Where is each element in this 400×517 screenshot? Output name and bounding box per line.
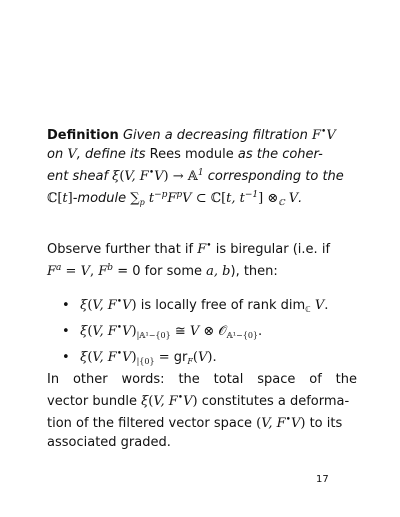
math-Fa-eq-V: $F^a = V$, $F^b$ bbox=[47, 263, 114, 279]
rees-module-term: Rees module bbox=[149, 147, 234, 162]
observe-line-1 bbox=[47, 237, 357, 259]
observe-text-2c: ), then: bbox=[230, 264, 278, 279]
definition-line-1 bbox=[47, 123, 357, 145]
definition-text-2b: , define its bbox=[76, 147, 146, 162]
conclusion-line-4: associated graded. bbox=[47, 435, 171, 450]
math-filtration: F•V bbox=[311, 127, 336, 143]
math-a-b: a, b bbox=[206, 264, 231, 279]
math-F-bullet: F• bbox=[197, 241, 212, 257]
observe-text-1c: if bbox=[321, 242, 331, 257]
conclusion-text-1a: In other words: bbox=[47, 372, 165, 387]
conclusion-line-2 bbox=[47, 389, 357, 411]
math-filtered-space: (V, F•V) bbox=[256, 415, 306, 431]
definition-text-2a: on bbox=[47, 147, 64, 162]
list-item: • ξ(V, F•V) is locally free of rank dim$_ℂ$ V. bbox=[62, 297, 329, 314]
conclusion-text-1b: the total space of the bbox=[178, 372, 357, 387]
conclusion-line-1 bbox=[47, 370, 357, 389]
observe-text-1a: Observe further that if bbox=[47, 242, 194, 257]
definition-line-4 bbox=[47, 186, 357, 212]
observe-text-1b: is biregular (i.e. bbox=[215, 242, 318, 257]
definition-line-2 bbox=[47, 145, 357, 164]
definition-text-2c: as the coher- bbox=[237, 147, 323, 162]
math-xi-restricted-open: ξ(V, $F^•V)_{|𝔸^1-\{0\}}$ ≅ V ⊗ 𝒪$_{𝔸^1-\{0\}}$. bbox=[80, 323, 263, 340]
definition-text-4a: -module bbox=[72, 191, 127, 206]
item-text: is locally free of rank dim bbox=[140, 298, 306, 313]
observe-block bbox=[47, 237, 357, 281]
math-rees-sum: $\sum_p$ $t^{-p}F^pV$ ⊂ ℂ[t, $t^{-1}$] $\otimes_ℂ$ V bbox=[130, 190, 299, 207]
math-xi-map: ξ(V, F•V) → 𝔸$^1$ bbox=[112, 168, 204, 184]
math-V: V bbox=[314, 298, 325, 313]
definition-text-3a: ent sheaf bbox=[47, 169, 109, 184]
math-xi-restricted-zero: ξ(V, $F^•V)_{|\{0\}} = gr_F(V)$. bbox=[80, 349, 217, 366]
conclusion-line-3 bbox=[47, 411, 357, 433]
conclusion-text-2a: vector bundle bbox=[47, 394, 137, 409]
definition-text-3b: corresponding to the bbox=[207, 169, 344, 184]
definition-text-1: Given a decreasing filtration bbox=[122, 128, 308, 143]
math-ct: ℂ[t] bbox=[47, 191, 73, 206]
conclusion-text-3b: to its bbox=[309, 416, 343, 431]
property-list bbox=[62, 293, 362, 371]
observe-line-2 bbox=[47, 259, 357, 281]
bullet-icon: • bbox=[62, 350, 70, 365]
definition-text-4b: . bbox=[298, 191, 303, 206]
conclusion-text-3a: tion of the filtered vector space bbox=[47, 416, 253, 431]
math-xi: ξ(V, F•V) bbox=[80, 297, 137, 313]
math-V: V bbox=[67, 147, 77, 162]
definition-line-3 bbox=[47, 164, 357, 186]
conclusion-block bbox=[47, 370, 357, 452]
math-xi: ξ(V, F•V) bbox=[141, 393, 198, 409]
observe-text-2b: = 0 for some bbox=[117, 264, 203, 279]
definition-block bbox=[47, 123, 357, 212]
definition-heading: Definition bbox=[47, 128, 119, 143]
list-item bbox=[62, 319, 362, 345]
bullet-icon: • bbox=[62, 324, 70, 339]
bullet-icon: • bbox=[62, 298, 70, 313]
page-number: 17 bbox=[316, 474, 329, 485]
conclusion-text-2b: constitutes a deforma- bbox=[201, 394, 350, 409]
list-item bbox=[62, 345, 362, 371]
